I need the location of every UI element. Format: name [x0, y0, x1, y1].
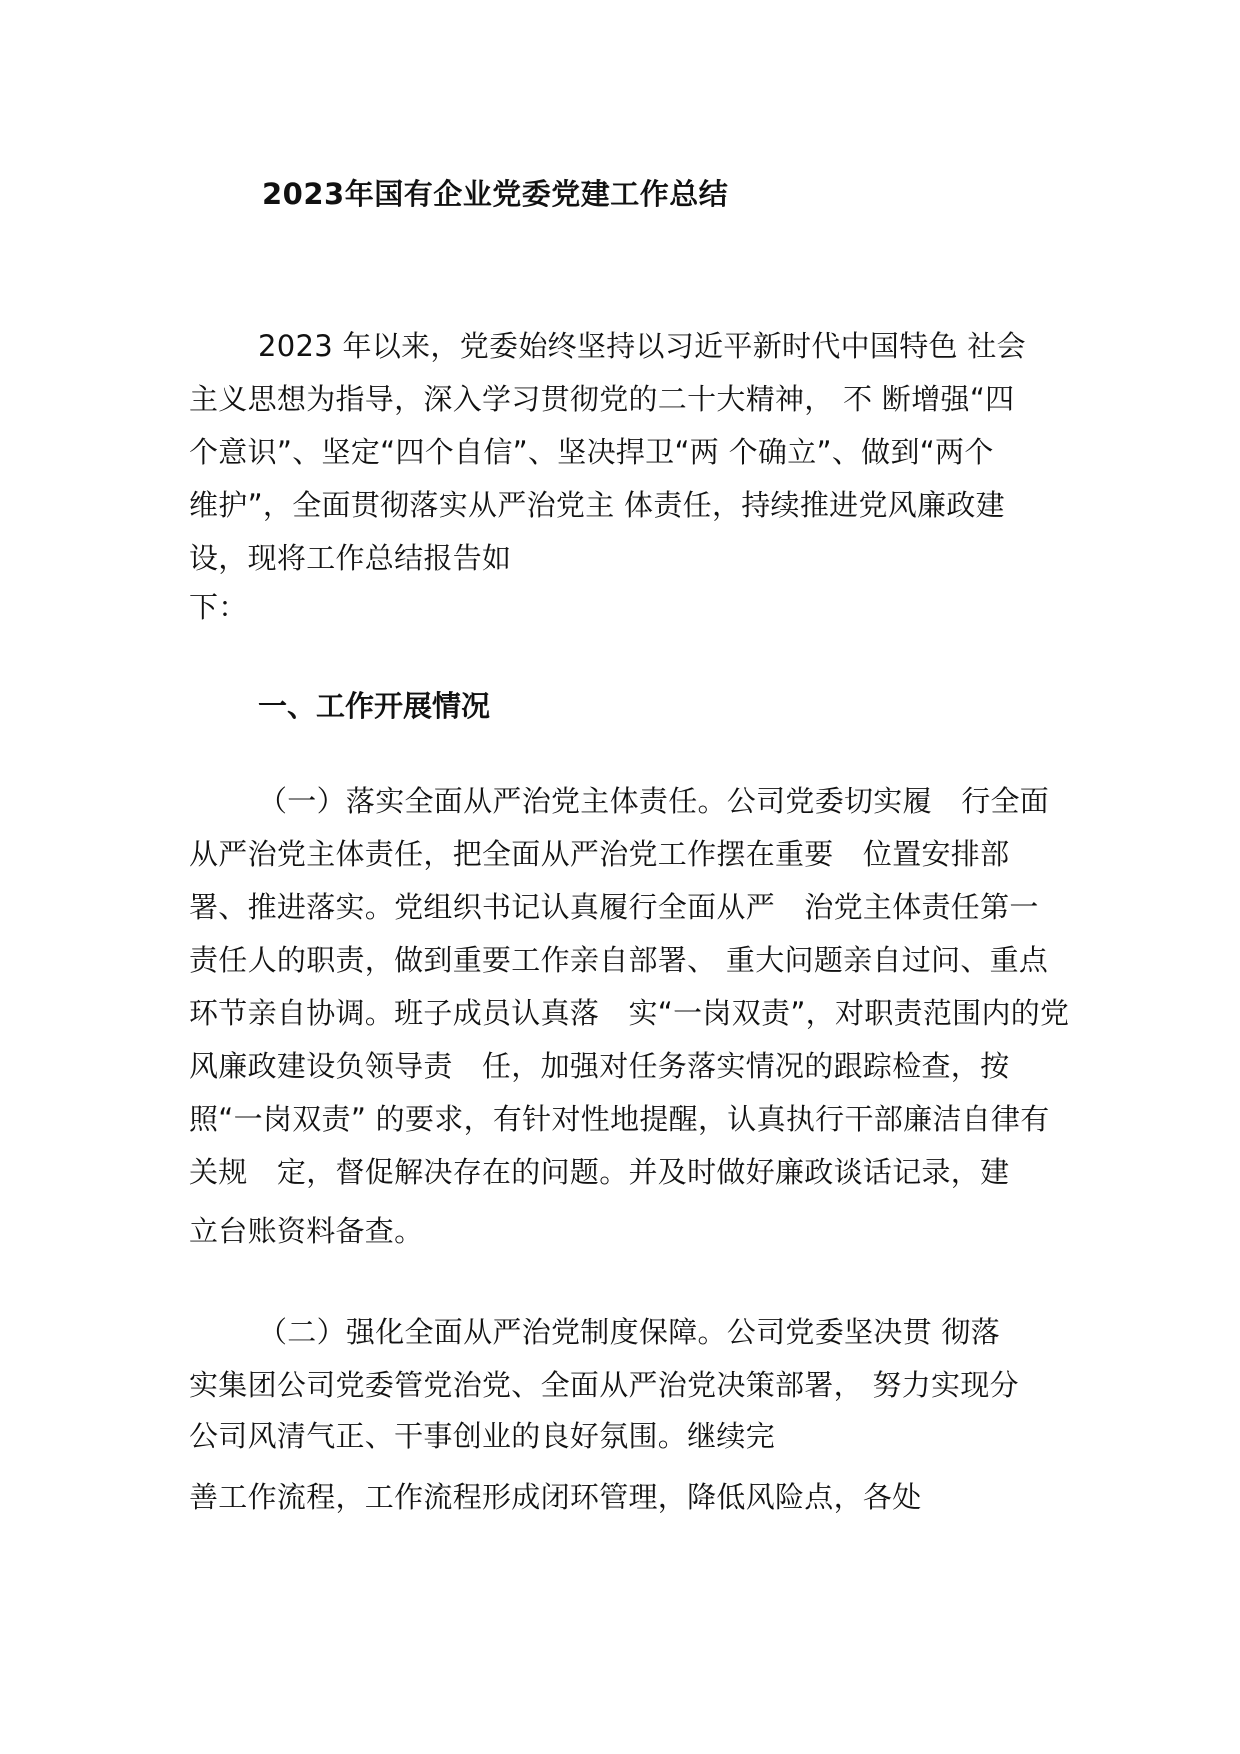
- para1-line-1: （一）落实全面从严治党主体责任。公司党委切实履 行全面: [258, 784, 1050, 818]
- intro-line-5: 设，现将工作总结报告如: [189, 541, 512, 575]
- intro-line-6: 下：: [189, 590, 248, 624]
- para2-line-4: 善工作流程，工作流程形成闭环管理，降低风险点，各处: [189, 1480, 922, 1514]
- section-heading: 一、工作开展情况: [258, 689, 491, 723]
- document-title: 2023年国有企业党委党建工作总结: [262, 177, 729, 211]
- para1-line-2: 从严治党主体责任，把全面从严治党工作摆在重要 位置安排部: [189, 837, 1010, 871]
- para1-line-9: 立台账资料备查。: [189, 1214, 424, 1248]
- intro-line-3: 个意识”、坚定“四个自信”、坚决捍卫“两 个确立”、做到“两个: [189, 435, 994, 469]
- para2-line-1: （二）强化全面从严治党制度保障。公司党委坚决贯 彻落: [258, 1315, 1001, 1349]
- para1-line-3: 署、推进落实。党组织书记认真履行全面从严 治党主体责任第一: [189, 890, 1039, 924]
- para2-line-2: 实集团公司党委管党治党、全面从严治党决策部署， 努力实现分: [189, 1368, 1019, 1402]
- para1-line-8: 关规 定，督促解决存在的问题。并及时做好廉政谈话记录，建: [189, 1155, 1010, 1189]
- intro-line-4: 维护”，全面贯彻落实从严治党主 体责任，持续推进党风廉政建: [189, 488, 1005, 522]
- para1-line-7: 照“一岗双责” 的要求，有针对性地提醒，认真执行干部廉洁自律有: [189, 1102, 1050, 1136]
- intro-line-2: 主义思想为指导，深入学习贯彻党的二十大精神， 不 断增强“四: [189, 382, 1015, 416]
- para2-line-3: 公司风清气正、干事创业的良好氛围。继续完: [189, 1419, 776, 1453]
- para1-line-4: 责任人的职责，做到重要工作亲自部署、 重大问题亲自过问、重点: [189, 943, 1049, 977]
- intro-line-1: 2023 年以来，党委始终坚持以习近平新时代中国特色 社会: [258, 329, 1026, 363]
- para1-line-5: 环节亲自协调。班子成员认真落 实“一岗双责”，对职责范围内的党: [189, 996, 1070, 1030]
- para1-line-6: 风廉政建设负领导责 任，加强对任务落实情况的跟踪检查，按: [189, 1049, 1010, 1083]
